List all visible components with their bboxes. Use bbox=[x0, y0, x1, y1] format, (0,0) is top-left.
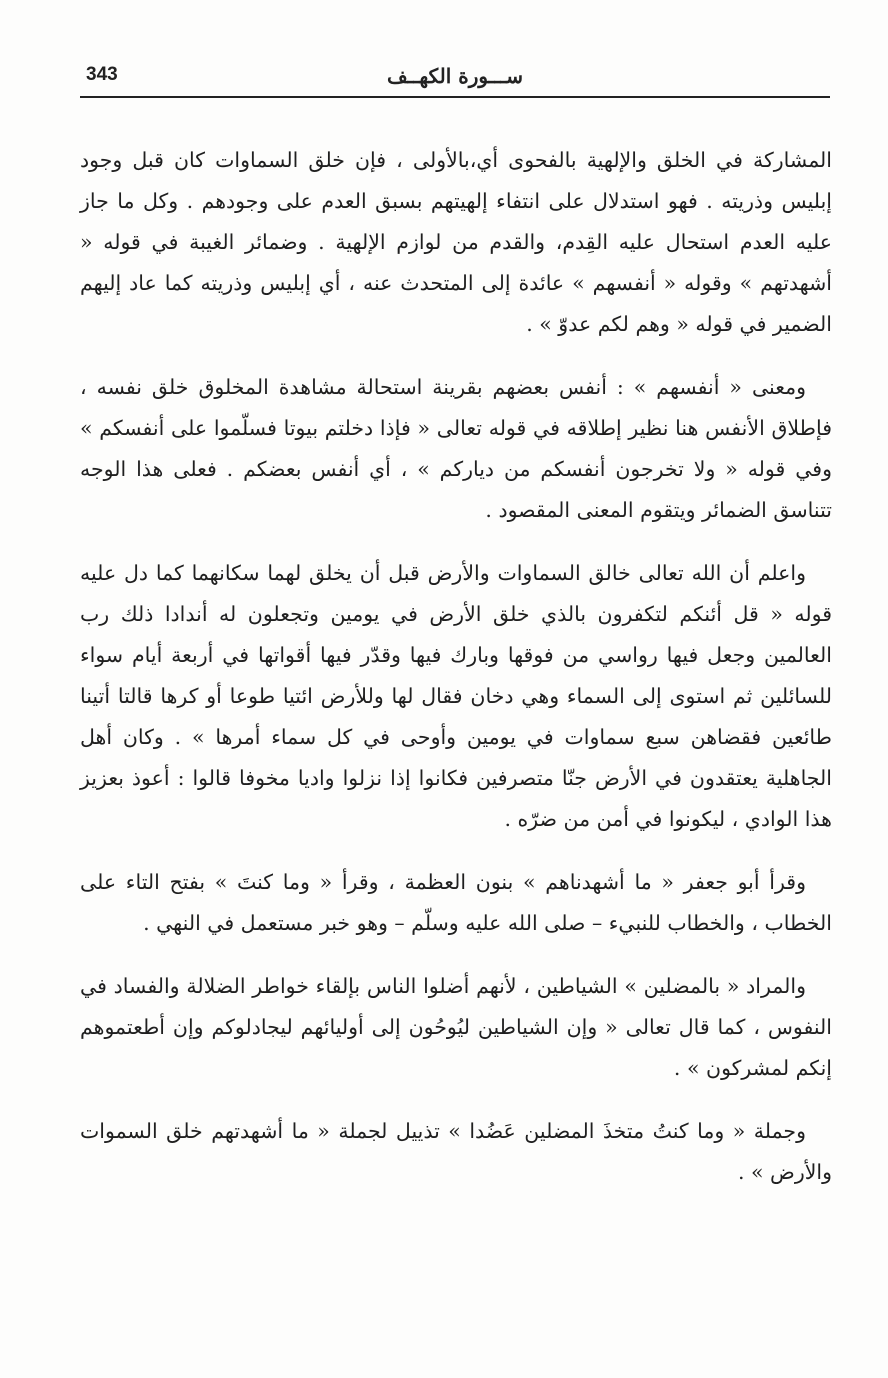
page-header bbox=[80, 60, 830, 98]
paragraph-5: والمراد « بالمضلين » الشياطين ، لأنهم أضلوا الناس بإلقاء خواطر الضلالة والفساد في النفوس ، كما قال تعالى « وإن الشياطين ليُوحُون إلى أوليائهم ليجادلوكم وإن أطعتموهم إنكم لمشركون » . bbox=[80, 974, 832, 1080]
paragraph-1: المشاركة في الخلق والإلهية بالفحوى أي،بالأولى ، فإن خلق السماوات كان قبل وجود إبليس وذريته . فهو استدلال على انتفاء إلهيتهم بسبق العدم على وجودهم . وكل ما جاز عليه العدم استحال عليه القِدم، والقدم من لوازم الإلهية . وضمائر الغيبة في قوله « أشهدتهم » وقوله « أنفسهم » عائدة إلى المتحدث عنه ، أي إبليس وذريته كما عاد إليهم الضمير في قوله « وهم لكم عدوّ » . bbox=[80, 148, 832, 336]
page-number: 343 bbox=[86, 64, 118, 85]
paragraph-4: وقرأ أبو جعفر « ما أشهدناهم » بنون العظمة ، وقرأ « وما كنتَ » بفتح التاء على الخطاب ، والخطاب للنبيء – صلى الله عليه وسلّم – وهو خبر مستعمل في النهي . bbox=[80, 870, 832, 935]
body-text bbox=[80, 140, 832, 1215]
paragraph-6: وجملة « وما كنتُ متخذَ المضلين عَضُدا » تذييل لجملة « ما أشهدتهم خلق السموات والأرض » . bbox=[80, 1119, 832, 1184]
paragraph-2: ومعنى « أنفسهم » : أنفس بعضهم بقرينة استحالة مشاهدة المخلوق خلق نفسه ، فإطلاق الأنفس هنا نظير إطلاقه في قوله تعالى « فإذا دخلتم بيوتا فسلّموا على أنفسكم » وفي قوله « ولا تخرجون أنفسكم من دياركم » ، أي أنفس بعضكم . فعلى هذا الوجه تتناسق الضمائر ويتقوم المعنى المقصود . bbox=[80, 375, 832, 522]
paragraph-3: واعلم أن الله تعالى خالق السماوات والأرض قبل أن يخلق لهما سكانهما كما دل عليه قوله « قل أئنكم لتكفرون بالذي خلق الأرض في يومين وتجعلون له أندادا ذلك رب العالمين وجعل فيها رواسي من فوقها وبارك فيها وقدّر فيها أقواتها في أربعة أيام سواء للسائلين ثم استوى إلى السماء وهي دخان فقال لها وللأرض ائتيا طوعا أو كرها قالتا أتينا طائعين فقضاهن سبع سماوات في يومين وأوحى في كل سماء أمرها » . وكان أهل الجاهلية يعتقدون في الأرض جنّا متصرفين فكانوا إذا نزلوا واديا مخوفا قالوا : أعوذ بعزيز هذا الوادي ، ليكونوا في أمن من ضرّه . bbox=[80, 561, 832, 831]
surah-title: ســـورة الكهــف bbox=[386, 64, 524, 88]
